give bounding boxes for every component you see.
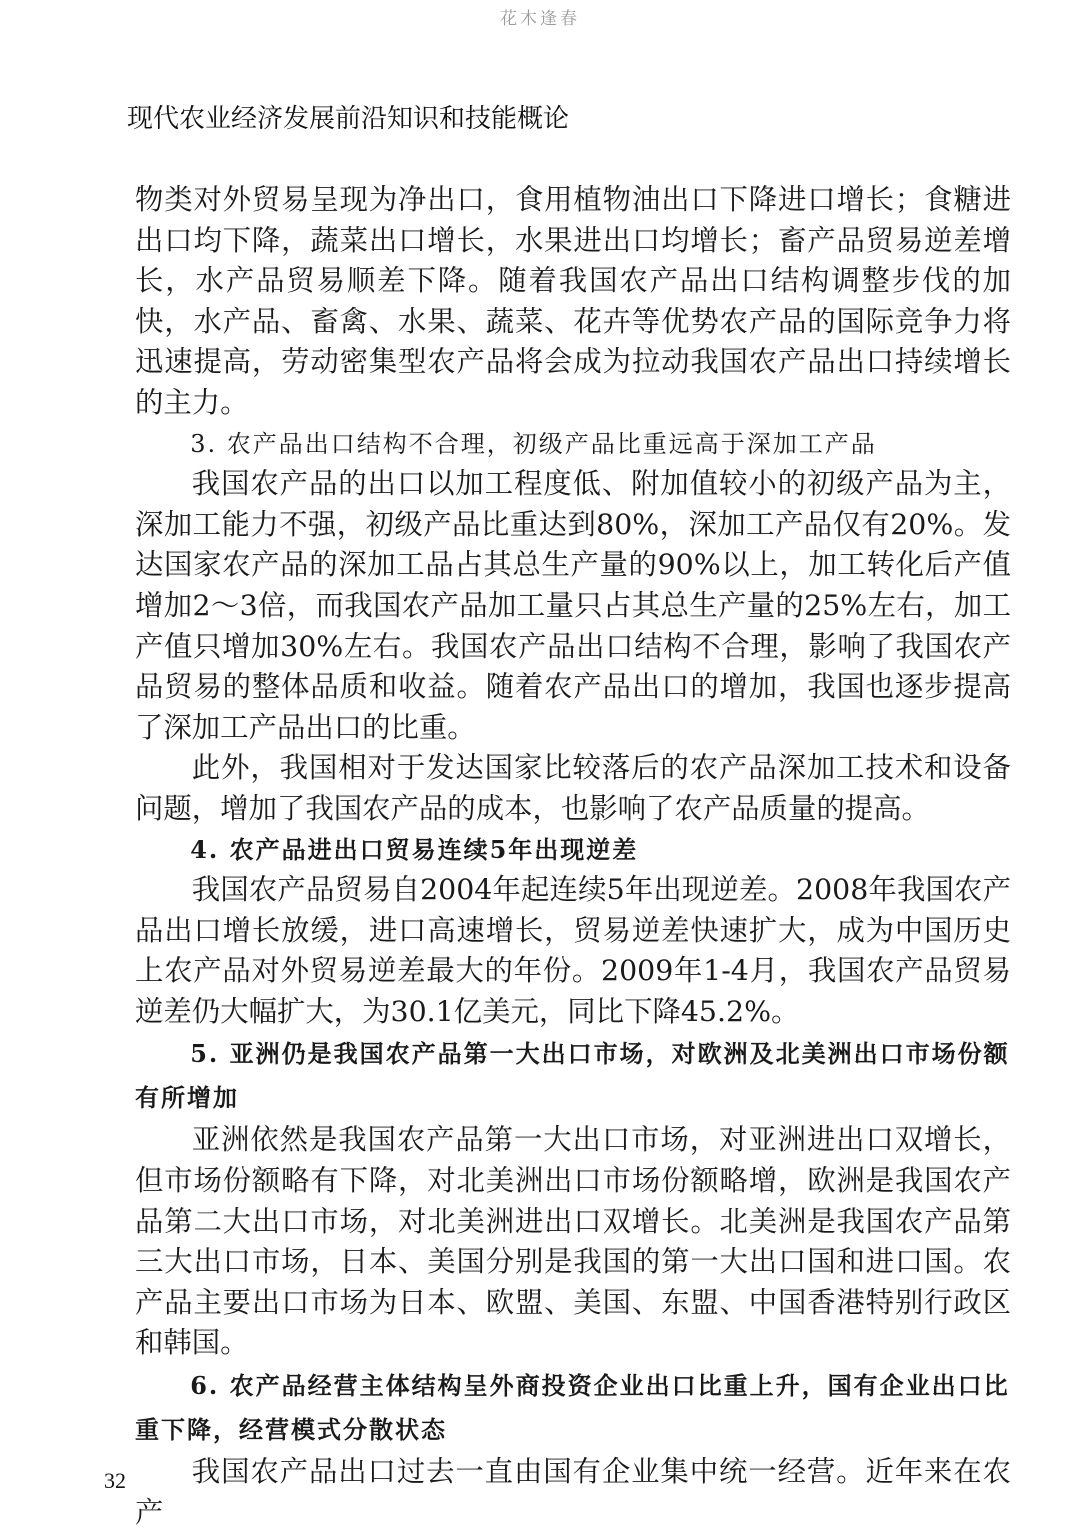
paragraph: 亚洲依然是我国农产品第一大出口市场，对亚洲进出口双增长，但市场份额略有下降，对北美洲出口市场份额略增，欧洲是我国农产品第二大出口市场，对北美洲进出口双增长。北美洲是我国农产品第三大出口市场，日本、美国分别是我国的第一大出口国和进口国。农产品主要出口市场为日本、欧盟、美国、东盟、中国香港特别行政区和韩国。 <box>135 1123 1011 1360</box>
section-heading-6: 6. 农产品经营主体结构呈外商投资企业出口比重上升，国有企业出口比重下降，经营模式分散状态 <box>135 1371 1010 1445</box>
page-number: 32 <box>104 1468 126 1493</box>
paragraph: 此外，我国相对于发达国家比较落后的农产品深加工技术和设备问题，增加了我国农产品的成本，也影响了农产品质量的提高。 <box>135 751 1011 825</box>
paragraph-continued: 物类对外贸易呈现为净出口，食用植物油出口下降进口增长；食糖进出口均下降，蔬菜出口增长，水果进出口均增长；畜产品贸易逆差增长，水产品贸易顺差下降。随着我国农产品出口结构调整步伐的加快，水产品、畜禽、水果、蔬菜、花卉等优势农产品的国际竞争力将迅速提高，劳动密集型农产品将会成为拉动我国农产品出口持续增长的主力。 <box>135 183 1011 419</box>
page-body <box>135 180 1011 1533</box>
paragraph: 我国农产品的出口以加工程度低、附加值较小的初级产品为主，深加工能力不强，初级产品比重达到80%，深加工产品仅有20%。发达国家农产品的深加工品占其总生产量的90%以上，加工转化后产值增加2～3倍，而我国农产品加工量只占其总生产量的25%左右，加工产值只增加30%左右。我国农产品出口结构不合理，影响了我国农产品贸易的整体品质和收益。随着农产品出口的增加，我国也逐步提高了深加工产品出口的比重。 <box>135 467 1011 744</box>
watermark-text: 花木逢春 <box>500 9 580 29</box>
section-heading-4: 4. 农产品进出口贸易连续5年出现逆差 <box>190 834 639 864</box>
section-heading-3: 3. 农产品出口结构不合理，初级产品比重远高于深加工产品 <box>190 429 877 458</box>
running-header-title: 现代农业经济发展前沿知识和技能概论 <box>127 104 570 134</box>
section-heading-5: 5. 亚洲仍是我国农产品第一大出口市场，对欧洲及北美洲出口市场份额有所增加 <box>135 1039 1010 1113</box>
paragraph: 我国农产品贸易自2004年起连续5年出现逆差。2008年我国农产品出口增长放缓，进口高速增长，贸易逆差快速扩大，成为中国历史上农产品对外贸易逆差最大的年份。2009年1-4月，我国农产品贸易逆差仍大幅扩大，为30.1亿美元，同比下降45.2%。 <box>135 873 1011 1028</box>
paragraph: 我国农产品出口过去一直由国有企业集中统一经营。近年来在农产 <box>135 1455 1011 1529</box>
